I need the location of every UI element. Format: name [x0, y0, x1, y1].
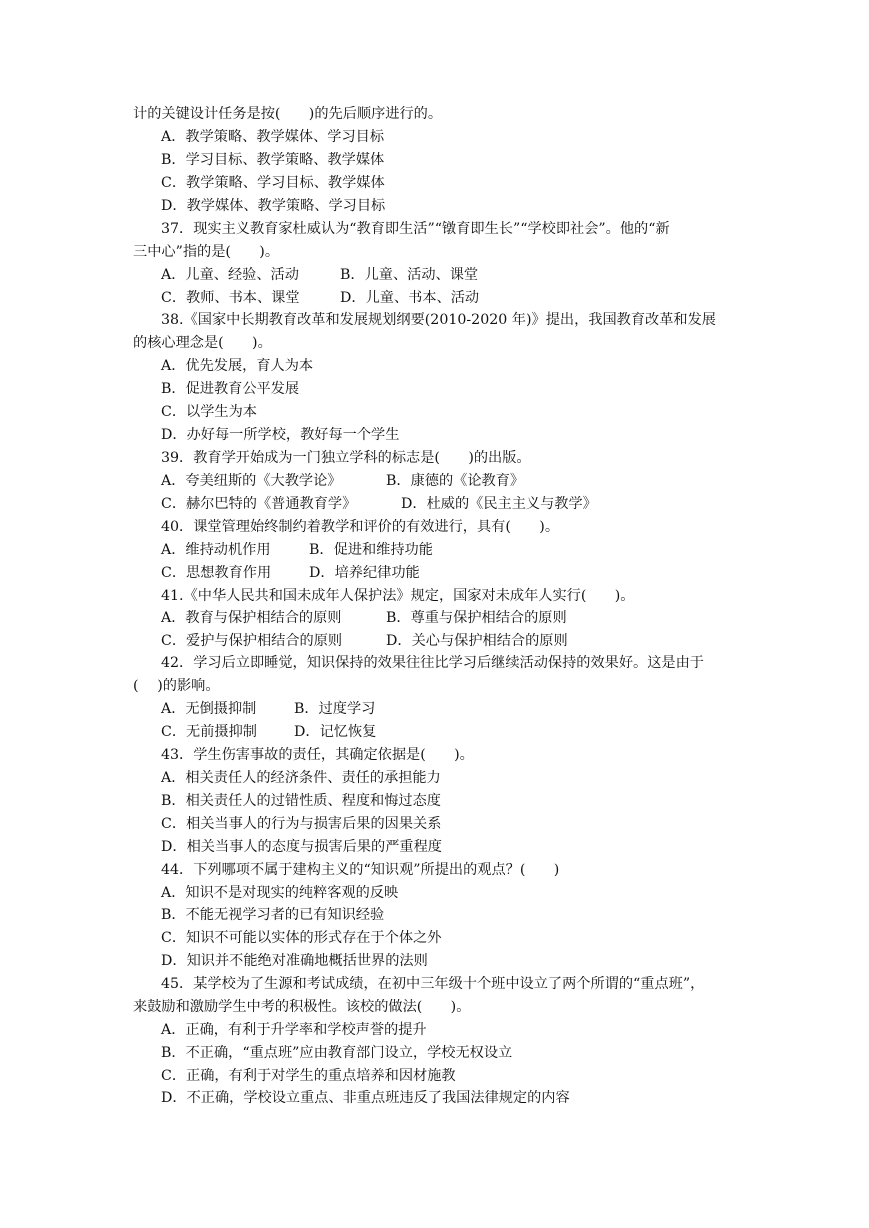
q42-option-c: C．无前摄抑制: [161, 724, 257, 740]
q38-option-d: D．办好每一所学校，教好每一个学生: [161, 427, 400, 443]
q40-option-b: B．促进和维持功能: [309, 542, 433, 558]
q38-option-b: B．促进教育公平发展: [161, 381, 300, 397]
q42-options-row1: [161, 698, 375, 720]
q40-option-d: D．培养纪律功能: [309, 565, 420, 581]
q37-stem-line1: 37．现实主义教育家杜威认为“教育即生活”“镦育即生长”“学校即社会”。他的“新: [161, 221, 670, 237]
q42-options-row2: [161, 721, 376, 743]
q42-option-d: D．记忆恢复: [294, 724, 377, 740]
q45-option-a: A．正确，有利于升学率和学校声誉的提升: [161, 1022, 427, 1038]
q41-option-a: A．教育与保护相结合的原则: [161, 610, 342, 626]
q39-option-c: C．赫尔巴特的《普通教育学》: [161, 496, 357, 512]
q43-stem: 43．学生伤害事故的责任，其确定依据是( )。: [161, 747, 474, 763]
q38-stem-line1: 38.《国家中长期教育改革和发展规划纲要(2010-2020 年)》提出，我国教育改革和发展: [161, 312, 716, 328]
q36-option-d: D．教学媒体、教学策略、学习目标: [161, 198, 386, 214]
q44-option-b: B．不能无视学习者的已有知识经验: [161, 907, 385, 923]
q45-option-b: B．不正确，“重点班”应由教育部门设立，学校无权设立: [161, 1045, 513, 1061]
q40-options-row2: [161, 562, 420, 584]
q42-stem-line2: ( )的影响。: [133, 678, 220, 694]
q40-options-row1: [161, 539, 433, 561]
q36-option-a: A．教学策略、教学媒体、学习目标: [161, 129, 385, 145]
q41-stem: 41.《中华人民共和国未成年人保护法》规定，国家对未成年人实行( )。: [161, 588, 635, 604]
q44-option-d: D．知识并不能绝对准确地概括世界的法则: [161, 953, 428, 969]
q43-option-c: C．相关当事人的行为与损害后果的因果关系: [161, 816, 442, 832]
q37-options-row2: [161, 287, 479, 309]
q39-options-row2: [161, 493, 597, 515]
q42-stem-line1: 42．学习后立即睡觉，知识保持的效果往往比学习后继续活动保持的效果好。这是由于: [161, 655, 704, 671]
q39-option-a: A．夸美纽斯的《大教学论》: [161, 473, 342, 489]
q44-option-a: A．知识不是对现实的纯粹客观的反映: [161, 885, 399, 901]
q37-option-b: B．儿童、活动、课堂: [340, 267, 479, 283]
q41-options-row1: [161, 607, 567, 629]
q38-stem-line2: 的核心理念是( )。: [133, 335, 272, 351]
q39-stem: 39．教育学开始成为一门独立学科的标志是( )的出版。: [161, 450, 531, 466]
q40-option-a: A．维持动机作用: [161, 542, 271, 558]
q43-option-d: D．相关当事人的态度与损害后果的严重程度: [161, 839, 442, 855]
q37-option-a: A．儿童、经验、活动: [161, 267, 299, 283]
q37-options-row1: [161, 264, 478, 286]
q41-option-d: D．关心与保护相结合的原则: [386, 633, 568, 649]
q36-option-b: B．学习目标、教学策略、教学媒体: [161, 152, 385, 168]
q41-option-b: B．尊重与保护相结合的原则: [386, 610, 567, 626]
q44-stem: 44．下列哪项不属于建构主义的“知识观”所提出的观点？( ): [161, 862, 560, 878]
q41-options-row2: [161, 630, 568, 652]
q45-option-c: C．正确，有利于对学生的重点培养和因材施教: [161, 1068, 456, 1084]
q37-option-d: D．儿童、书本、活动: [340, 290, 480, 306]
q38-option-a: A．优先发展，育人为本: [161, 358, 314, 374]
q44-option-c: C．知识不可能以实体的形式存在于个体之外: [161, 930, 442, 946]
q41-option-c: C．爱护与保护相结合的原则: [161, 633, 343, 649]
q39-option-d: D．杜威的《民主主义与教学》: [401, 496, 597, 512]
q36-option-c: C．教学策略、学习目标、教学媒体: [161, 175, 385, 191]
q39-option-b: B．康德的《论教育》: [386, 473, 525, 489]
q45-stem-line1: 45．某学校为了生源和考试成绩，在初中三年级十个班中设立了两个所谓的“重点班”，: [161, 976, 705, 992]
q37-stem-line2: 三中心”指的是( )。: [133, 244, 280, 260]
q45-option-d: D．不正确，学校设立重点、非重点班违反了我国法律规定的内容: [161, 1090, 570, 1106]
q45-stem-line2: 来鼓励和激励学生中考的积极性。该校的做法( )。: [133, 999, 471, 1015]
q43-option-a: A．相关责任人的经济条件、责任的承担能力: [161, 770, 441, 786]
q37-option-c: C．教师、书本、课堂: [161, 290, 300, 306]
q40-stem: 40．课堂管理始终制约着教学和评价的有效进行，具有( )。: [161, 519, 560, 535]
q39-options-row1: [161, 470, 524, 492]
q38-option-c: C．以学生为本: [161, 404, 257, 420]
q43-option-b: B．相关责任人的过错性质、程度和悔过态度: [161, 793, 441, 809]
q42-option-b: B．过度学习: [294, 701, 376, 717]
q40-option-c: C．思想教育作用: [161, 565, 272, 581]
q42-option-a: A．无倒摄抑制: [161, 701, 257, 717]
q36-stem: 计的关键设计任务是按( )的先后顺序进行的。: [133, 106, 443, 122]
